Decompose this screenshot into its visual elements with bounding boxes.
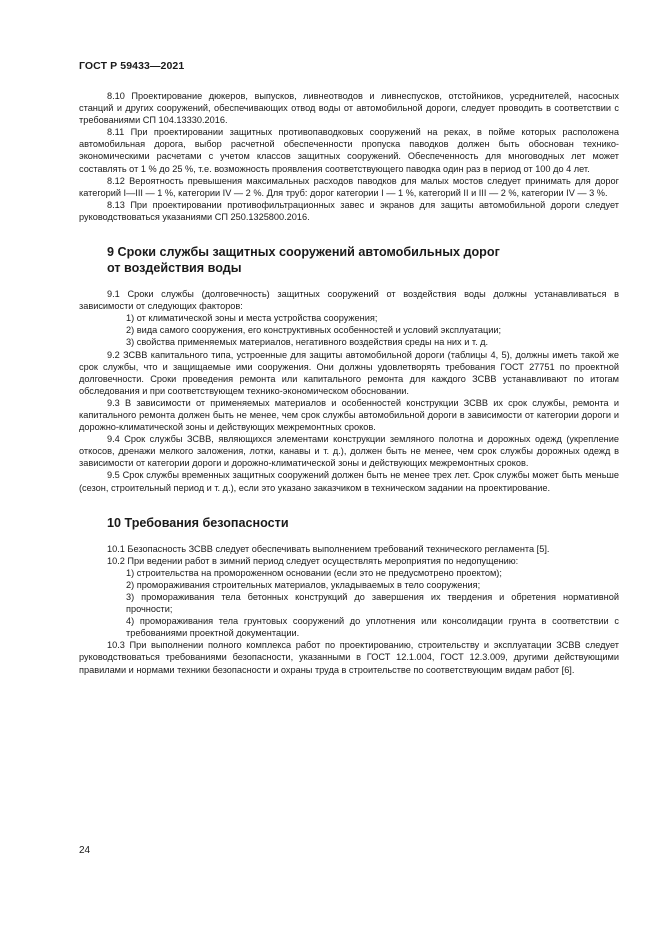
paragraph-10-2: 10.2 При ведении работ в зимний период следует осуществлять мероприятия по недопущению: xyxy=(107,555,519,566)
paragraph-10-3: 10.3 При выполнении полного комплекса работ по проектированию, строительству и эксплуатации ЗСВВ следует руководствоваться требованиями безопасности, указанными в ГОСТ 12.1.004, ГОСТ 12.3.009, другими действующими правилами и нормами техники безопасности и охраны труда в строительстве по соответствующим видам работ [6]. xyxy=(79,640,619,675)
paragraph-9-2: 9.2 ЗСВВ капитального типа, устроенные для защиты автомобильной дороги (таблицы 4, 5), должны иметь такой же срок службы, что и защищаемые ими сооружения. Они должны удовлетворять требования ГОСТ 27751 по проектной долговечности. Сроки проведения ремонта или капитального ремонта для каждого ЗСВВ устанавливают по итогам обследования и при соответствующем технико-экономическом обосновании. xyxy=(79,349,619,396)
section-9-heading xyxy=(107,244,619,276)
list-item-10-2-1: 1) строительства на промороженном основании (если это не предусмотрено проектом); xyxy=(126,567,502,578)
list-item-9-1-3: 3) свойства применяемых материалов, негативного воздействия среды на них и т. д. xyxy=(126,337,489,348)
list-item-10-2-3: 3) промораживания тела бетонных конструкций до завершения их твердения и обретения нормативной прочности; xyxy=(126,592,619,615)
document-body xyxy=(79,90,619,676)
paragraph-9-3: 9.3 В зависимости от применяемых материалов и особенностей конструкции ЗСВВ их срок службы, ремонта и капитального ремонта должен быть не менее, чем срок службы автомобильной дороги в зависимости от категории дороги и дорожно-климатической зоны и действующих межремонтных сроков. xyxy=(79,397,619,433)
paragraph-9-5: 9.5 Срок службы временных защитных сооружений должен быть не менее трех лет. Срок службы может быть меньше (сезон, строительный период и т. д.), если это указано заказчиком в техническом задании на проектирование. xyxy=(79,470,619,493)
document-code-header: ГОСТ Р 59433—2021 xyxy=(79,60,185,72)
list-item-9-1-1: 1) от климатической зоны и места устройства сооружения; xyxy=(126,313,378,324)
list-item-10-2-2: 2) промораживания строительных материалов, укладываемых в тело сооружения; xyxy=(126,579,481,590)
list-item-10-2-4: 4) промораживания тела грунтовых сооружений до уплотнения или консолидации грунта в соответствии с требованиями проектной документации. xyxy=(126,616,619,639)
paragraph-8-13: 8.13 При проектировании противофильтрационных завес и экранов для защиты автомобильной дороги следует руководствоваться указаниями СП 250.1325800.2016. xyxy=(79,199,619,222)
list-item-9-1-2: 2) вида самого сооружения, его конструктивных особенностей и условий эксплуатации; xyxy=(126,325,502,336)
paragraph-8-10: 8.10 Проектирование дюкеров, выпусков, ливнеотводов и ливнеспусков, отстойников, усреднителей, насосных станций и других сооружений, обеспечивающих отвод воды от автомобильной дороги, следует проводить в соответствии с требованиями СП 104.13330.2016. xyxy=(79,91,619,126)
paragraph-10-1: 10.1 Безопасность ЗСВВ следует обеспечивать выполнением требований технического регламента [5]. xyxy=(107,543,550,554)
paragraph-9-4: 9.4 Срок службы ЗСВВ, являющихся элементами конструкции земляного полотна и дорожных одежд (укрепление откосов, дренажи мелкого заложения, лотки, канавы и т. д.), должен быть не менее, чем срок службы дорожных одежд в зависимости от категории дороги и дорожно-климатической зоны и действующих межремонтных сроков. xyxy=(79,434,619,469)
section-9-heading-line-1: 9 Сроки службы защитных сооружений автомобильных дорог xyxy=(107,245,500,260)
paragraph-9-1: 9.1 Сроки службы (долговечность) защитных сооружений от воздействия воды должны устанавливаться в зависимости от следующих факторов: xyxy=(79,289,619,312)
section-9-heading-line-2: от воздействия воды xyxy=(107,261,242,276)
paragraph-8-12: 8.12 Вероятность превышения максимальных расходов паводков для малых мостов следует принимать для дорог категорий I—III — 1 %, категории IV — 2 %. Для труб: дорог категории I — 1 %, категорий II и III — 2 %, категории IV — 3 %. xyxy=(79,175,619,198)
section-10-heading: 10 Требования безопасности xyxy=(107,515,289,530)
page-number: 24 xyxy=(79,845,91,856)
paragraph-8-11: 8.11 При проектировании защитных противопаводковых сооружений на реках, в пойме которых расположена автомобильная дорога, выбор расчетной обеспеченности пропуска паводков должен быть обоснован технико-экономическими расчетами с учетом классов защитных сооружений. Обеспеченность для многоводных лет может составлять от 1 % до 25 %, т.е. возможность проявления соответствующего паводка один раз в период от 100 до 4 лет. xyxy=(79,127,619,174)
